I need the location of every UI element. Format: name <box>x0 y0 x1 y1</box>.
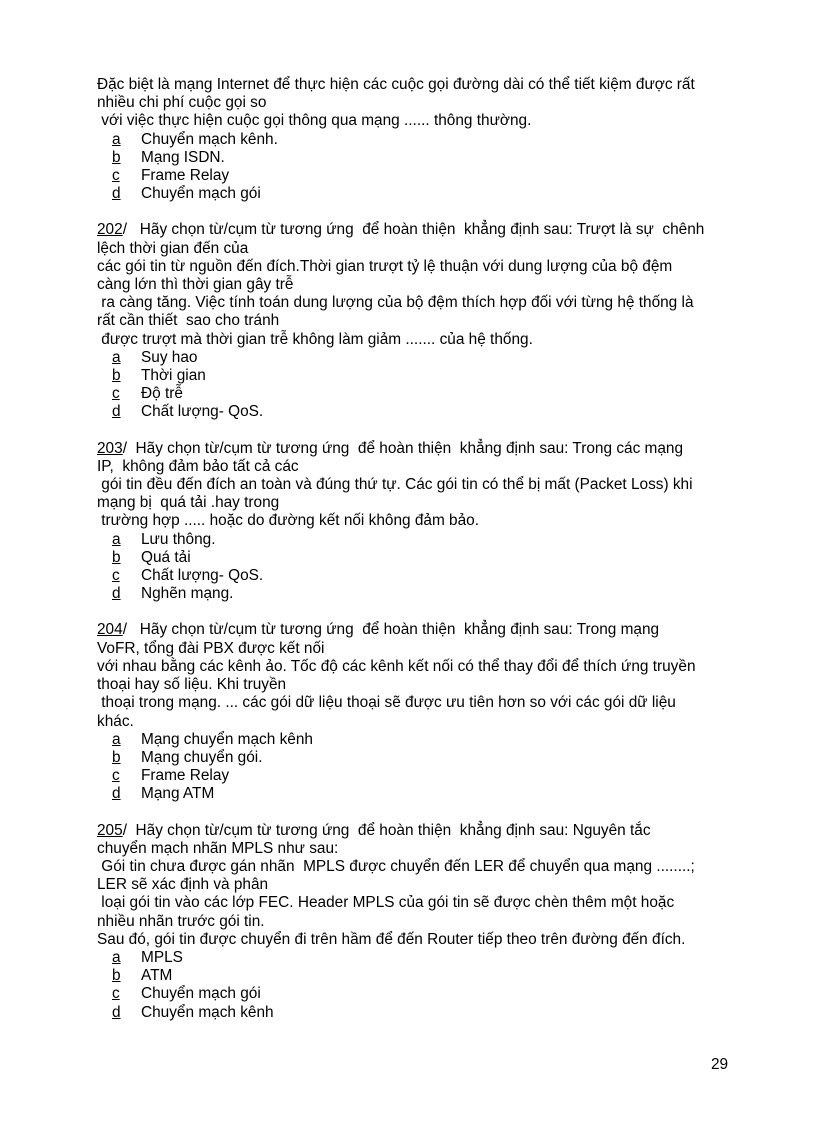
question-number: 205 <box>97 821 123 839</box>
text-line: chuyển mạch nhãn MPLS như sau: <box>97 839 339 857</box>
question-202 <box>97 221 737 421</box>
option-letter: b <box>112 367 121 385</box>
option-letter: a <box>112 530 121 548</box>
question-first-line <box>97 440 737 458</box>
option-letter: d <box>112 403 121 421</box>
option-letter: a <box>112 130 121 148</box>
answer-option <box>97 131 737 149</box>
option-letter: b <box>112 967 121 985</box>
option-letter: b <box>112 748 121 766</box>
text-line: khác. <box>97 712 134 730</box>
text-line: ra càng tăng. Việc tính toán dung lượng của bộ đệm thích hợp đối với từng hệ thống là <box>97 294 694 312</box>
question-number: 204 <box>97 621 123 639</box>
option-letter: c <box>112 167 120 185</box>
text-line: LER sẽ xác định và phân <box>97 876 269 894</box>
answer-option <box>97 367 737 385</box>
option-text: Suy hao <box>141 348 198 366</box>
option-text: Thời gian <box>141 367 206 385</box>
option-letter: a <box>112 348 121 366</box>
option-letter: b <box>112 148 121 166</box>
question-first-line <box>97 822 737 840</box>
option-text: Frame Relay <box>141 767 230 785</box>
answer-option <box>97 167 737 185</box>
answer-option <box>97 567 737 585</box>
question-text: / Hãy chọn từ/cụm từ tương ứng để hoàn thiện khẳng định sau: Nguyên tắc <box>122 821 651 839</box>
intro-block <box>97 76 737 203</box>
text-line: gói tin đều đến đích an toàn và đúng thứ tự. Các gói tin có thể bị mất (Packet Loss) khi <box>97 476 693 494</box>
text-line: thoại hay số liệu. Khi truyền <box>97 676 287 694</box>
answer-option <box>97 1004 737 1022</box>
option-text: Quá tải <box>141 548 191 566</box>
option-text: Mạng ISDN. <box>141 148 225 166</box>
text-line: Sau đó, gói tin được chuyển đi trên hầm để đến Router tiếp theo trên đường đến đích. <box>97 930 686 948</box>
text-line: loại gói tin vào các lớp FEC. Header MPLS của gói tin sẽ được chèn thêm một hoặc <box>97 894 675 912</box>
text-line: với nhau bằng các kênh ảo. Tốc độ các kênh kết nối có thể thay đổi để thích ứng truyền <box>97 657 696 675</box>
question-number: 203 <box>97 439 123 457</box>
option-letter: d <box>112 1003 121 1021</box>
text-line: nhiều chi phí cuộc gọi so <box>97 94 267 112</box>
question-first-line <box>97 221 737 239</box>
text-line: Gói tin chưa được gán nhãn MPLS được chuyển đến LER để chuyển qua mạng ........; <box>97 857 695 875</box>
question-number: 202 <box>97 221 123 239</box>
text-line: lệch thời gian đến của <box>97 239 249 257</box>
option-text: Mạng chuyển mạch kênh <box>141 730 313 748</box>
option-text: Độ trễ <box>141 385 183 403</box>
text-line: VoFR, tổng đài PBX được kết nối <box>97 639 325 657</box>
option-text: Chuyển mạch kênh <box>141 1003 274 1021</box>
option-text: MPLS <box>141 948 183 966</box>
answer-option <box>97 967 737 985</box>
text-line: nhiều nhãn trước gói tin. <box>97 912 265 930</box>
option-text: Chuyển mạch gói <box>141 985 261 1003</box>
option-letter: d <box>112 185 121 203</box>
text-line: với việc thực hiện cuộc gọi thông qua mạng ...... thông thường. <box>97 112 532 130</box>
option-letter: c <box>112 385 120 403</box>
text-line: IP, không đảm bảo tất cả các <box>97 457 299 475</box>
answer-option <box>97 985 737 1003</box>
text-line: được trượt mà thời gian trễ không làm giảm ....... của hệ thống. <box>97 330 533 348</box>
text-line: càng lớn thì thời gian gây trễ <box>97 276 294 294</box>
option-letter: c <box>112 985 120 1003</box>
answer-option <box>97 149 737 167</box>
text-line: rất cần thiết sao cho tránh <box>97 312 280 330</box>
option-letter: d <box>112 785 121 803</box>
option-letter: b <box>112 548 121 566</box>
answer-option <box>97 549 737 567</box>
answer-option <box>97 767 737 785</box>
option-letter: c <box>112 567 120 585</box>
answer-option <box>97 403 737 421</box>
question-204 <box>97 621 737 803</box>
option-text: Chuyển mạch gói <box>141 185 261 203</box>
question-first-line <box>97 621 737 639</box>
text-line: trường hợp ..... hoặc do đường kết nối không đảm bảo. <box>97 512 480 530</box>
question-text: / Hãy chọn từ/cụm từ tương ứng để hoàn thiện khẳng định sau: Trong mạng <box>122 621 660 639</box>
option-text: Chất lượng- QoS. <box>141 567 264 585</box>
option-text: Mạng ATM <box>141 785 215 803</box>
option-text: Chất lượng- QoS. <box>141 403 264 421</box>
option-text: ATM <box>141 967 173 985</box>
option-text: Mạng chuyển gói. <box>141 748 263 766</box>
text-line: Đặc biệt là mạng Internet để thực hiện các cuộc gọi đường dài có thể tiết kiệm được rất <box>97 76 695 93</box>
text-line: thoại trong mạng. ... các gói dữ liệu thoại sẽ được ưu tiên hơn so với các gói dữ liệu <box>97 694 676 712</box>
option-text: Nghẽn mạng. <box>141 585 234 603</box>
option-text: Frame Relay <box>141 167 230 185</box>
option-letter: d <box>112 585 121 603</box>
answer-option <box>97 949 737 967</box>
option-text: Chuyển mạch kênh. <box>141 130 278 148</box>
question-text: / Hãy chọn từ/cụm từ tương ứng để hoàn thiện khẳng định sau: Trong các mạng <box>122 439 684 457</box>
answer-option <box>97 585 737 603</box>
option-letter: a <box>112 948 121 966</box>
text-line: các gói tin từ nguồn đến đích.Thời gian trượt tỷ lệ thuận với dung lượng của bộ đệm <box>97 257 673 275</box>
answer-option <box>97 185 737 203</box>
question-205 <box>97 822 737 1022</box>
text-line: mạng bị quá tải .hay trong <box>97 494 280 512</box>
answer-option <box>97 385 737 403</box>
answer-option <box>97 731 737 749</box>
page-number: 29 <box>711 1056 729 1073</box>
option-letter: c <box>112 767 120 785</box>
document-page <box>97 76 737 1040</box>
question-203 <box>97 440 737 604</box>
question-text: / Hãy chọn từ/cụm từ tương ứng để hoàn thiện khẳng định sau: Trượt là sự chênh <box>122 221 705 239</box>
option-letter: a <box>112 730 121 748</box>
answer-option <box>97 785 737 803</box>
answer-option <box>97 531 737 549</box>
answer-option <box>97 349 737 367</box>
option-text: Lưu thông. <box>141 530 216 548</box>
answer-option <box>97 749 737 767</box>
